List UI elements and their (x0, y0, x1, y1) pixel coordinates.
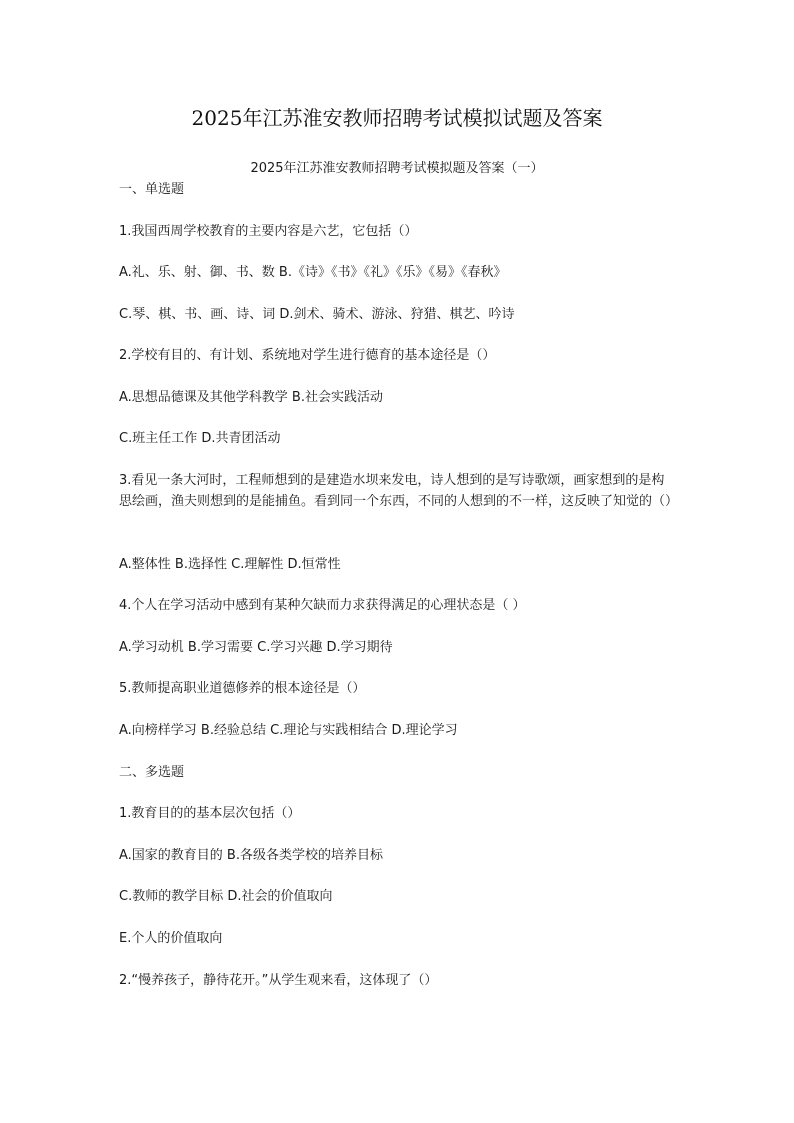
option-line: C.班主任工作 D.共青团活动 (119, 431, 281, 446)
question-text: 1.教育目的的基本层次包括（） (119, 806, 301, 821)
option-line: A.向榜样学习 B.经验总结 C.理论与实践相结合 D.理论学习 (119, 723, 458, 738)
question-text: 5.教师提高职业道德修养的根本途径是（） (119, 681, 366, 696)
option-line: A.学习动机 B.学习需要 C.学习兴趣 D.学习期待 (119, 640, 393, 655)
option-line: A.礼、乐、射、御、书、数 B.《诗》《书》《礼》《乐》《易》《春秋》 (119, 265, 507, 280)
question-text: 2.“慢养孩子，静待花开。”从学生观来看，这体现了（） (119, 973, 438, 988)
question-text: 4.个人在学习活动中感到有某种欠缺而力求获得满足的心理状态是（ ） (119, 598, 526, 613)
option-line: A.国家的教育目的 B.各级各类学校的培养目标 (119, 848, 383, 863)
question-text: 2.学校有目的、有计划、系统地对学生进行德育的基本途径是（） (119, 348, 496, 363)
document-title: 2025年江苏淮安教师招聘考试模拟试题及答案 (191, 106, 603, 130)
option-line: C.琴、棋、书、画、诗、词 D.剑术、骑术、游泳、狩猎、棋艺、吟诗 (119, 307, 515, 322)
section-heading-multiple-choice: 二、多选题 (119, 765, 185, 780)
section-heading-single-choice: 一、单选题 (119, 182, 185, 197)
option-line: C.教师的教学目标 D.社会的价值取向 (119, 889, 333, 904)
option-line: A.整体性 B.选择性 C.理解性 D.恒常性 (119, 557, 341, 572)
option-line: E.个人的价值取向 (119, 931, 223, 946)
option-line: A.思想品德课及其他学科教学 B.社会实践活动 (119, 390, 383, 405)
question-text: 3.看见一条大河时，工程师想到的是建造水坝来发电，诗人想到的是写诗歌颂，画家想到的是构思绘画，渔夫则想到的是能捕鱼。看到同一个东西，不同的人想到的不一样，这反映了知觉的（） (119, 473, 679, 509)
document-subtitle: 2025年江苏淮安教师招聘考试模拟题及答案（一） (250, 161, 544, 176)
question-text: 1.我国西周学校教育的主要内容是六艺，它包括（） (119, 224, 418, 239)
